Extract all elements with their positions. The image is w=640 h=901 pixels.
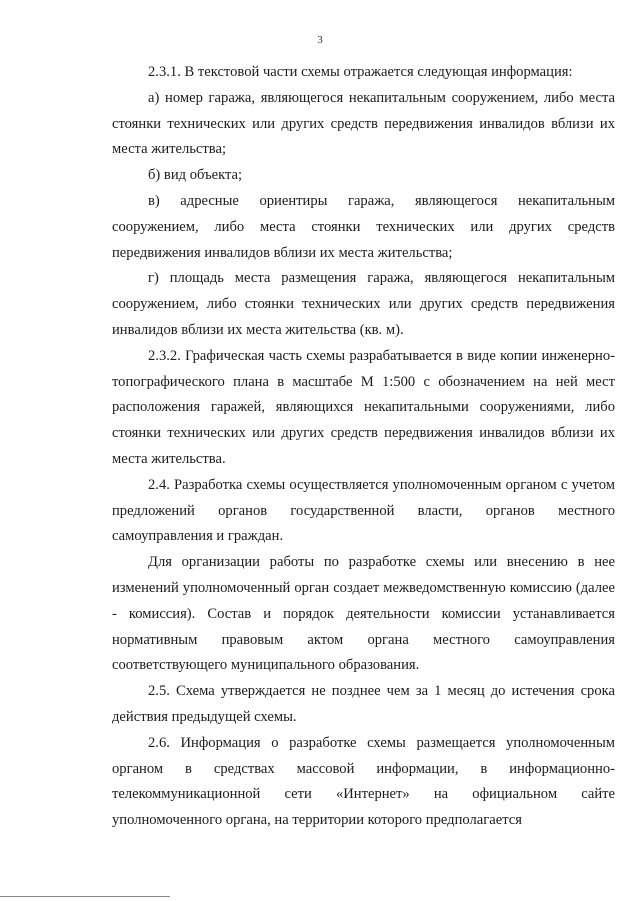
paragraph-2-4: 2.4. Разработка схемы осуществляется уполномоченным органом с учетом предложений органов государственной власти, органов местного самоуправления и граждан. [112, 476, 615, 545]
paragraph-item-g: г) площадь места размещения гаража, являющегося некапитальным сооружением, либо стоянки технических или других средств передвижения инвалидов вблизи их места жительства (кв. м). [112, 270, 615, 338]
document-body [112, 60, 615, 834]
paragraph-2-5: 2.5. Схема утверждается не позднее чем за 1 месяц до истечения срока действия предыдущей схемы. [112, 683, 615, 725]
page-bottom-rule [0, 896, 170, 897]
paragraph-item-v: в) адресные ориентиры гаража, являющегося некапитальным сооружением, либо места стоянки технических или других средств передвижения инвалидов вблизи их места жительства; [112, 192, 615, 261]
page-number: 3 [317, 34, 323, 46]
paragraph-item-a: а) номер гаража, являющегося некапитальным сооружением, либо места стоянки технических или других средств передвижения инвалидов вблизи их места жительства; [112, 89, 615, 158]
paragraph-item-b: б) вид объекта; [148, 167, 243, 184]
paragraph-commission: Для организации работы по разработке схемы или внесению в нее изменений уполномоченный орган создает межведомственную комиссию (далее - комиссия). Состав и порядок деятельности комиссии устанавливается нормативным правовым актом органа местного самоуправления соответствующего муниципального образования. [112, 554, 615, 674]
paragraph-2-3-1: 2.3.1. В текстовой части схемы отражается следующая информация: [148, 64, 573, 80]
paragraph-2-6: 2.6. Информация о разработке схемы размещается уполномоченным органом в средствах массовой информации, в информационно-телекоммуникационной сети «Интернет» на официальном сайте уполномоченного органа, на территории которого предполагается [112, 734, 615, 829]
paragraph-2-3-2: 2.3.2. Графическая часть схемы разрабатывается в виде копии инженерно-топографического плана в масштабе М 1:500 с обозначением на ней мест расположения гаражей, являющихся некапитальными сооружениями, либо стоянки технических или других средств передвижения инвалидов вблизи их места жительства. [112, 347, 615, 467]
